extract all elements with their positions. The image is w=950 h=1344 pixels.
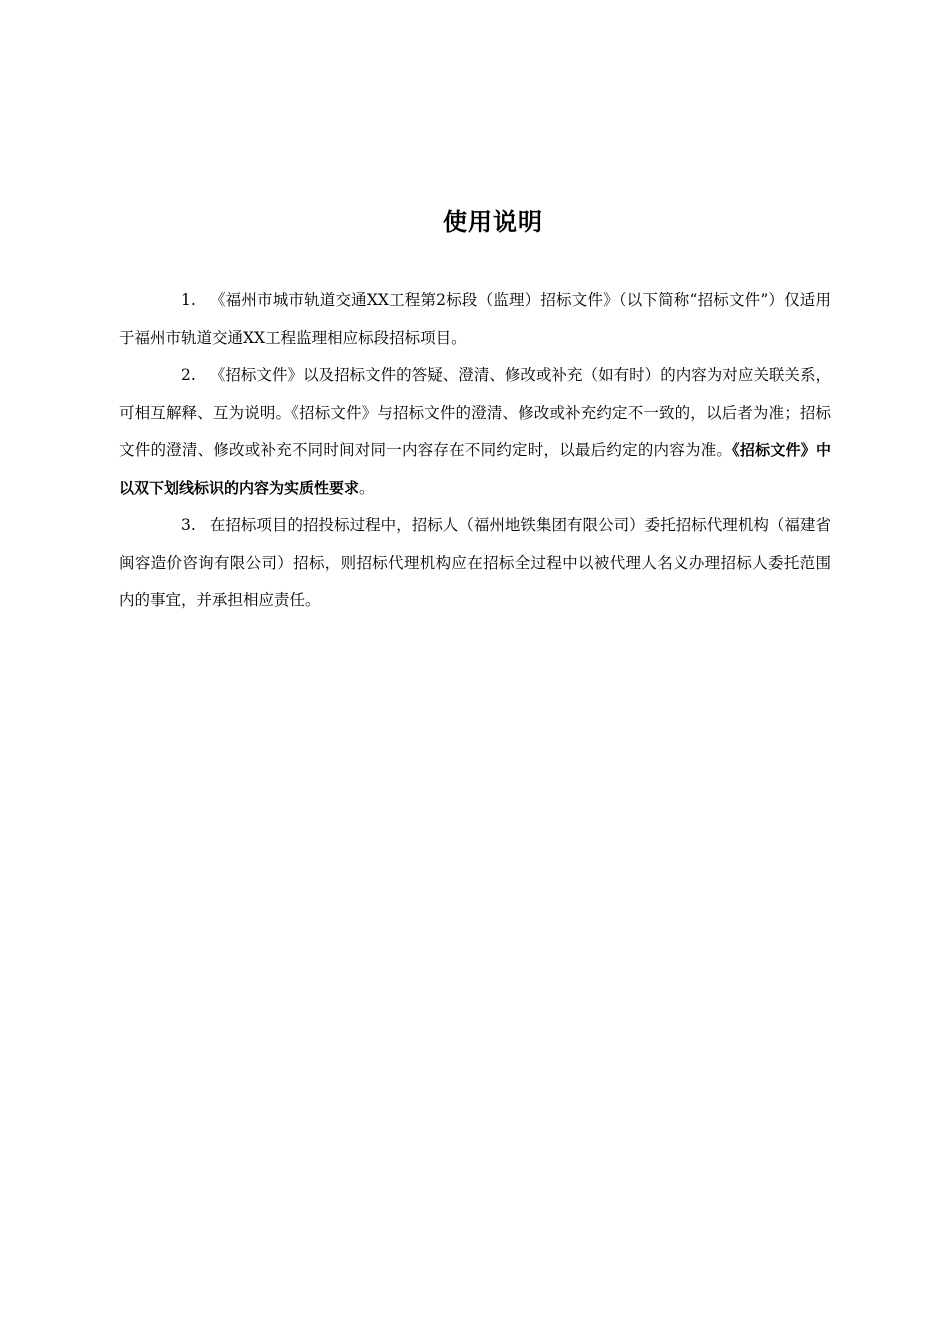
page-title: 使用说明 (443, 208, 543, 236)
document-body (119, 282, 831, 620)
substantive-requirement-note: 《招标文件》中以双下划线标识的内容为实质性要求 (119, 441, 831, 497)
paragraph-1 (119, 282, 831, 357)
paragraph-text: 在招标项目的招投标过程中，招标人（福州地铁集团有限公司）委托招标代理机构（福建省闽容造价咨询有限公司）招标，则招标代理机构应在招标全过程中以被代理人名义办理招标人委托范围内的事宜，并承担相应责任。 (119, 516, 831, 609)
paragraph-trailing-text: 。 (359, 478, 375, 497)
paragraph-text: 《福州市城市轨道交通XX工程第2标段（监理）招标文件》（以下简称“招标文件”）仅适用于福州市轨道交通XX工程监理相应标段招标项目。 (119, 291, 831, 347)
paragraph-text: 《招标文件》以及招标文件的答疑、澄清、修改或补充（如有时）的内容为对应关联关系，可相互解释、互为说明。《招标文件》与招标文件的澄清、修改或补充约定不一致的，以后者为准；招标文件的澄清、修改或补充不同时间对同一内容存在不同约定时，以最后约定的内容为准。 (119, 366, 831, 459)
paragraph-3 (119, 507, 831, 620)
paragraph-number: 3. (181, 516, 196, 534)
paragraph-2 (119, 357, 831, 507)
paragraph-number: 2. (181, 366, 196, 384)
paragraph-number: 1. (181, 291, 196, 309)
